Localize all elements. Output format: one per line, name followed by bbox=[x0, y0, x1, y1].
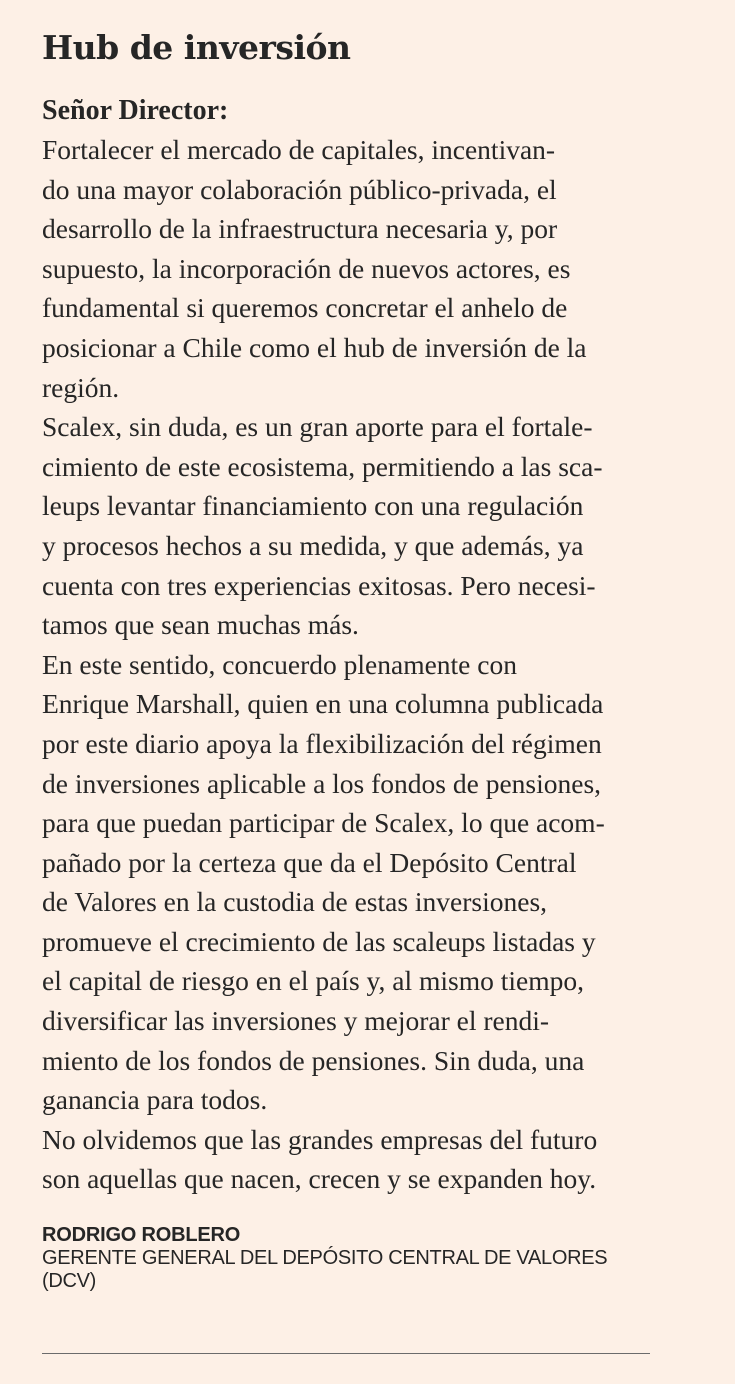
text-line: Fortalecer el mercado de capitales, incentivan- bbox=[42, 134, 556, 165]
paragraph bbox=[42, 407, 702, 645]
text-line: tamos que sean muchas más. bbox=[42, 609, 359, 641]
text-line: son aquellas que nacen, crecen y se expanden hoy. bbox=[42, 1163, 597, 1195]
author-role-line: (DCV) bbox=[42, 1270, 97, 1293]
signature bbox=[42, 1223, 702, 1293]
text-line: do una mayor colaboración público-privada, el bbox=[42, 173, 557, 205]
text-line: Scalex, sin duda, es un gran aporte para el fortale- bbox=[42, 411, 593, 443]
text-line: posicionar a Chile como el hub de inversión de la bbox=[42, 331, 587, 363]
text-line: miento de los fondos de pensiones. Sin duda, una bbox=[42, 1044, 585, 1076]
text-line: pañado por la certeza que da el Depósito Central bbox=[42, 846, 577, 878]
text-line: de inversiones aplicable a los fondos de pensiones, bbox=[42, 767, 602, 799]
paragraph bbox=[42, 130, 702, 407]
text-line: supuesto, la incorporación de nuevos actores, es bbox=[42, 252, 571, 284]
letter-title: Hub de inversión bbox=[42, 28, 351, 67]
paragraph bbox=[42, 1120, 702, 1199]
text-line: leups levantar financiamiento con una regulación bbox=[42, 490, 584, 522]
paragraph bbox=[42, 645, 702, 1120]
text-line: Enrique Marshall, quien en una columna publicada bbox=[42, 688, 604, 720]
text-line: por este diario apoya la flexibilización del régimen bbox=[42, 727, 602, 759]
author-role-line: GERENTE GENERAL DEL DEPÓSITO CENTRAL DE VALORES bbox=[42, 1247, 608, 1270]
text-line: para que puedan participar de Scalex, lo que acom- bbox=[42, 807, 605, 839]
text-line: y procesos hechos a su medida, y que además, ya bbox=[42, 529, 584, 561]
text-line: el capital de riesgo en el país y, al mismo tiempo, bbox=[42, 965, 584, 997]
text-line: No olvidemos que las grandes empresas del futuro bbox=[42, 1123, 598, 1155]
text-line: ganancia para todos. bbox=[42, 1084, 268, 1116]
author-role bbox=[42, 1247, 702, 1293]
letter bbox=[42, 26, 702, 1293]
text-line: de Valores en la custodia de estas inversiones, bbox=[42, 886, 548, 918]
text-line: En este sentido, concuerdo plenamente con bbox=[42, 648, 517, 680]
text-line: desarrollo de la infraestructura necesaria y, por bbox=[42, 213, 558, 245]
bottom-divider bbox=[42, 1353, 650, 1354]
author-name: RODRIGO ROBLERO bbox=[42, 1224, 241, 1247]
text-line: promueve el crecimiento de las scaleups listadas y bbox=[42, 925, 596, 957]
letter-body bbox=[42, 130, 702, 1199]
text-line: cimiento de este ecosistema, permitiendo a las sca- bbox=[42, 450, 603, 482]
text-line: región. bbox=[42, 371, 120, 403]
salutation: Señor Director: bbox=[42, 95, 229, 126]
text-line: diversificar las inversiones y mejorar el rendi- bbox=[42, 1005, 550, 1037]
text-line: cuenta con tres experiencias exitosas. Pero necesi- bbox=[42, 569, 596, 601]
text-line: fundamental si queremos concretar el anhelo de bbox=[42, 292, 568, 324]
